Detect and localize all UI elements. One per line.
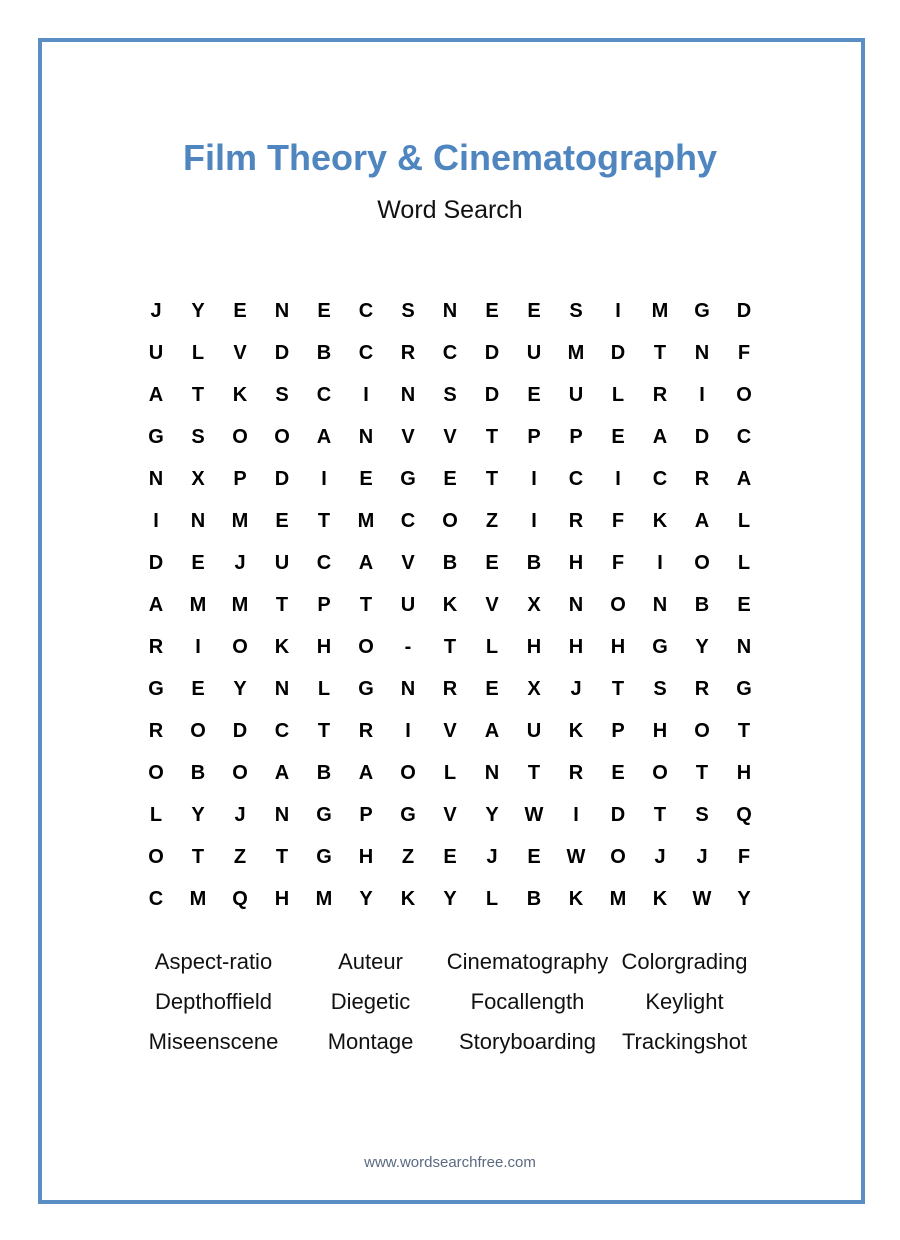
- grid-cell: O: [232, 761, 248, 784]
- grid-cell: C: [274, 719, 290, 742]
- grid-cell: H: [610, 635, 626, 658]
- grid-cell: G: [400, 803, 416, 826]
- grid-cell: E: [485, 551, 499, 574]
- grid-cell: A: [358, 761, 374, 784]
- grid-cell: M: [357, 509, 375, 532]
- grid-cell: H: [568, 635, 584, 658]
- grid-cell: P: [611, 719, 625, 742]
- grid-cell: O: [442, 509, 458, 532]
- grid-cell: I: [573, 803, 579, 826]
- grid-cell: D: [484, 341, 500, 364]
- grid-cell: I: [363, 383, 369, 406]
- grid-cell: B: [526, 551, 542, 574]
- grid-cell: O: [148, 761, 164, 784]
- grid-cell: V: [443, 719, 457, 742]
- grid-cell: Q: [736, 803, 752, 826]
- grid-cell: C: [316, 551, 332, 574]
- grid-cell: B: [526, 887, 542, 910]
- grid-cell: L: [611, 383, 625, 406]
- grid-cell: M: [567, 341, 585, 364]
- grid-cell: R: [442, 677, 458, 700]
- grid-cell: N: [274, 803, 290, 826]
- grid-cell: T: [527, 761, 541, 784]
- grid-cell: Y: [737, 887, 751, 910]
- grid-cell: N: [400, 383, 416, 406]
- grid-cell: -: [404, 635, 412, 658]
- footer-url: www.wordsearchfree.com: [364, 1154, 536, 1171]
- grid-cell: N: [694, 341, 710, 364]
- grid-cell: M: [231, 509, 249, 532]
- grid-cell: J: [696, 845, 708, 868]
- word-list-item: Focallength: [470, 989, 585, 1014]
- grid-cell: N: [358, 425, 374, 448]
- grid-cell: G: [736, 677, 752, 700]
- grid-cell: T: [317, 509, 331, 532]
- grid-cell: A: [148, 593, 164, 616]
- grid-cell: H: [526, 635, 542, 658]
- grid-cell: I: [405, 719, 411, 742]
- grid-cell: D: [610, 341, 626, 364]
- grid-cell: S: [191, 425, 205, 448]
- grid-cell: T: [653, 803, 667, 826]
- word-list-item: Auteur: [338, 949, 403, 974]
- grid-cell: V: [485, 593, 499, 616]
- grid-cell: R: [652, 383, 668, 406]
- grid-cell: F: [737, 845, 751, 868]
- grid-cell: I: [531, 467, 537, 490]
- grid-cell: N: [652, 593, 668, 616]
- grid-cell: V: [443, 425, 457, 448]
- grid-cell: K: [652, 887, 668, 910]
- grid-cell: Y: [443, 887, 457, 910]
- grid-cell: C: [442, 341, 458, 364]
- grid-cell: T: [485, 425, 499, 448]
- grid-cell: T: [443, 635, 457, 658]
- grid-cell: E: [485, 299, 499, 322]
- grid-cell: L: [191, 341, 205, 364]
- grid-cell: W: [566, 845, 586, 868]
- grid-cell: S: [401, 299, 415, 322]
- grid-cell: E: [317, 299, 331, 322]
- grid-cell: C: [652, 467, 668, 490]
- grid-cell: E: [191, 551, 205, 574]
- word-list-item: Cinematography: [446, 949, 609, 974]
- grid-cell: N: [148, 467, 164, 490]
- grid-cell: O: [232, 425, 248, 448]
- grid-cell: G: [148, 425, 164, 448]
- grid-cell: H: [568, 551, 584, 574]
- grid-cell: H: [316, 635, 332, 658]
- grid-cell: E: [359, 467, 373, 490]
- grid-cell: T: [737, 719, 751, 742]
- grid-cell: B: [316, 761, 332, 784]
- grid-cell: P: [359, 803, 373, 826]
- grid-cell: K: [442, 593, 458, 616]
- grid-cell: E: [443, 467, 457, 490]
- grid-cell: L: [737, 509, 751, 532]
- grid-cell: Y: [695, 635, 709, 658]
- grid-cell: E: [527, 299, 541, 322]
- grid-cell: G: [358, 677, 374, 700]
- grid-cell: E: [611, 761, 625, 784]
- word-list-item: Storyboarding: [459, 1029, 596, 1054]
- grid-cell: T: [359, 593, 373, 616]
- word-list-item: Miseenscene: [148, 1029, 279, 1054]
- grid-cell: K: [274, 635, 290, 658]
- grid-cell: A: [358, 551, 374, 574]
- grid-cell: O: [358, 635, 374, 658]
- grid-cell: E: [191, 677, 205, 700]
- grid-cell: A: [316, 425, 332, 448]
- grid-cell: S: [443, 383, 457, 406]
- grid-cell: A: [694, 509, 710, 532]
- grid-cell: X: [527, 677, 541, 700]
- grid-cell: I: [195, 635, 201, 658]
- grid-cell: O: [610, 593, 626, 616]
- grid-cell: T: [611, 677, 625, 700]
- word-list: [135, 942, 765, 1062]
- grid-cell: Y: [359, 887, 373, 910]
- grid-cell: H: [736, 761, 752, 784]
- grid-cell: N: [484, 761, 500, 784]
- grid-cell: L: [443, 761, 457, 784]
- grid-cell: V: [443, 803, 457, 826]
- grid-cell: N: [442, 299, 458, 322]
- grid-cell: O: [610, 845, 626, 868]
- grid-cell: U: [274, 551, 290, 574]
- grid-cell: H: [274, 887, 290, 910]
- grid-cell: B: [190, 761, 206, 784]
- grid-cell: G: [694, 299, 710, 322]
- grid-cell: T: [317, 719, 331, 742]
- grid-cell: L: [485, 635, 499, 658]
- grid-cell: N: [190, 509, 206, 532]
- grid-cell: R: [568, 761, 584, 784]
- letter-grid: [135, 290, 765, 920]
- grid-cell: G: [148, 677, 164, 700]
- grid-cell: W: [524, 803, 544, 826]
- grid-cell: K: [568, 719, 584, 742]
- grid-cell: U: [400, 593, 416, 616]
- grid-cell: Z: [401, 845, 415, 868]
- grid-cell: K: [232, 383, 248, 406]
- grid-cell: R: [694, 467, 710, 490]
- grid-cell: F: [737, 341, 751, 364]
- grid-cell: D: [484, 383, 500, 406]
- grid-cell: I: [153, 509, 159, 532]
- grid-cell: F: [611, 509, 625, 532]
- grid-cell: M: [315, 887, 333, 910]
- grid-cell: J: [654, 845, 666, 868]
- grid-cell: S: [569, 299, 583, 322]
- grid-cell: X: [191, 467, 205, 490]
- grid-cell: M: [609, 887, 627, 910]
- word-list-item: Colorgrading: [621, 949, 748, 974]
- grid-cell: T: [275, 845, 289, 868]
- grid-cell: M: [651, 299, 669, 322]
- grid-cell: A: [274, 761, 290, 784]
- grid-cell: V: [401, 425, 415, 448]
- grid-cell: Y: [191, 299, 205, 322]
- grid-cell: D: [610, 803, 626, 826]
- grid-cell: Q: [232, 887, 248, 910]
- grid-cell: A: [652, 425, 668, 448]
- grid-cell: R: [148, 635, 164, 658]
- grid-cell: D: [694, 425, 710, 448]
- grid-cell: A: [148, 383, 164, 406]
- grid-cell: D: [148, 551, 164, 574]
- grid-cell: A: [484, 719, 500, 742]
- grid-cell: R: [400, 341, 416, 364]
- grid-cell: K: [568, 887, 584, 910]
- grid-cell: C: [148, 887, 164, 910]
- grid-cell: I: [321, 467, 327, 490]
- grid-cell: O: [694, 719, 710, 742]
- grid-cell: O: [190, 719, 206, 742]
- grid-cell: S: [653, 677, 667, 700]
- grid-cell: U: [148, 341, 164, 364]
- grid-cell: R: [358, 719, 374, 742]
- grid-cell: I: [699, 383, 705, 406]
- word-list-item: Depthoffield: [154, 989, 272, 1014]
- grid-cell: U: [568, 383, 584, 406]
- grid-cell: I: [615, 467, 621, 490]
- grid-cell: H: [358, 845, 374, 868]
- grid-cell: T: [275, 593, 289, 616]
- grid-cell: J: [150, 299, 162, 322]
- grid-cell: T: [653, 341, 667, 364]
- grid-cell: J: [234, 551, 246, 574]
- grid-cell: P: [527, 425, 541, 448]
- grid-cell: O: [694, 551, 710, 574]
- grid-cell: M: [189, 593, 207, 616]
- grid-cell: M: [189, 887, 207, 910]
- grid-cell: K: [652, 509, 668, 532]
- grid-cell: O: [400, 761, 416, 784]
- grid-cell: U: [526, 341, 542, 364]
- grid-cell: J: [234, 803, 246, 826]
- grid-cell: E: [485, 677, 499, 700]
- grid-cell: C: [358, 341, 374, 364]
- grid-cell: D: [274, 467, 290, 490]
- grid-cell: J: [486, 845, 498, 868]
- grid-cell: L: [737, 551, 751, 574]
- grid-cell: L: [485, 887, 499, 910]
- grid-cell: C: [358, 299, 374, 322]
- word-list-item: Keylight: [645, 989, 724, 1014]
- grid-cell: N: [400, 677, 416, 700]
- grid-cell: P: [317, 593, 331, 616]
- grid-cell: E: [527, 383, 541, 406]
- grid-cell: T: [695, 761, 709, 784]
- grid-cell: E: [275, 509, 289, 532]
- grid-cell: C: [736, 425, 752, 448]
- grid-cell: Y: [485, 803, 499, 826]
- grid-cell: R: [694, 677, 710, 700]
- word-list-item: Aspect-ratio: [154, 949, 273, 974]
- grid-cell: E: [233, 299, 247, 322]
- grid-cell: N: [274, 299, 290, 322]
- grid-cell: D: [736, 299, 752, 322]
- word-list-item: Montage: [327, 1029, 414, 1054]
- grid-cell: L: [317, 677, 331, 700]
- grid-cell: E: [611, 425, 625, 448]
- grid-cell: P: [569, 425, 583, 448]
- grid-cell: N: [274, 677, 290, 700]
- grid-cell: X: [527, 593, 541, 616]
- grid-cell: V: [401, 551, 415, 574]
- grid-cell: I: [615, 299, 621, 322]
- grid-cell: P: [233, 467, 247, 490]
- grid-cell: O: [736, 383, 752, 406]
- grid-cell: C: [316, 383, 332, 406]
- grid-cell: G: [316, 803, 332, 826]
- grid-cell: M: [231, 593, 249, 616]
- grid-cell: W: [692, 887, 712, 910]
- grid-cell: N: [568, 593, 584, 616]
- grid-cell: C: [568, 467, 584, 490]
- grid-cell: Y: [233, 677, 247, 700]
- grid-cell: G: [652, 635, 668, 658]
- grid-cell: E: [737, 593, 751, 616]
- grid-cell: A: [736, 467, 752, 490]
- grid-cell: O: [652, 761, 668, 784]
- grid-cell: S: [695, 803, 709, 826]
- grid-cell: B: [442, 551, 458, 574]
- grid-cell: E: [443, 845, 457, 868]
- grid-cell: L: [149, 803, 163, 826]
- grid-cell: O: [232, 635, 248, 658]
- word-list-item: Trackingshot: [621, 1029, 748, 1054]
- grid-cell: Z: [233, 845, 247, 868]
- grid-cell: O: [274, 425, 290, 448]
- grid-cell: C: [400, 509, 416, 532]
- grid-cell: Z: [485, 509, 499, 532]
- grid-cell: K: [400, 887, 416, 910]
- page-subtitle: Word Search: [377, 196, 523, 224]
- grid-cell: O: [148, 845, 164, 868]
- word-list-item: Diegetic: [330, 989, 411, 1014]
- grid-cell: I: [657, 551, 663, 574]
- grid-cell: F: [611, 551, 625, 574]
- grid-cell: Y: [191, 803, 205, 826]
- grid-cell: N: [736, 635, 752, 658]
- grid-cell: H: [652, 719, 668, 742]
- grid-cell: T: [191, 845, 205, 868]
- grid-cell: I: [531, 509, 537, 532]
- grid-cell: V: [233, 341, 247, 364]
- grid-cell: R: [148, 719, 164, 742]
- grid-cell: J: [570, 677, 582, 700]
- grid-cell: B: [316, 341, 332, 364]
- grid-cell: B: [694, 593, 710, 616]
- grid-cell: S: [275, 383, 289, 406]
- grid-cell: D: [232, 719, 248, 742]
- grid-cell: E: [527, 845, 541, 868]
- grid-cell: D: [274, 341, 290, 364]
- grid-cell: R: [568, 509, 584, 532]
- page-title: Film Theory & Cinematography: [182, 137, 718, 178]
- grid-cell: T: [485, 467, 499, 490]
- grid-cell: G: [400, 467, 416, 490]
- grid-cell: T: [191, 383, 205, 406]
- grid-cell: G: [316, 845, 332, 868]
- grid-cell: U: [526, 719, 542, 742]
